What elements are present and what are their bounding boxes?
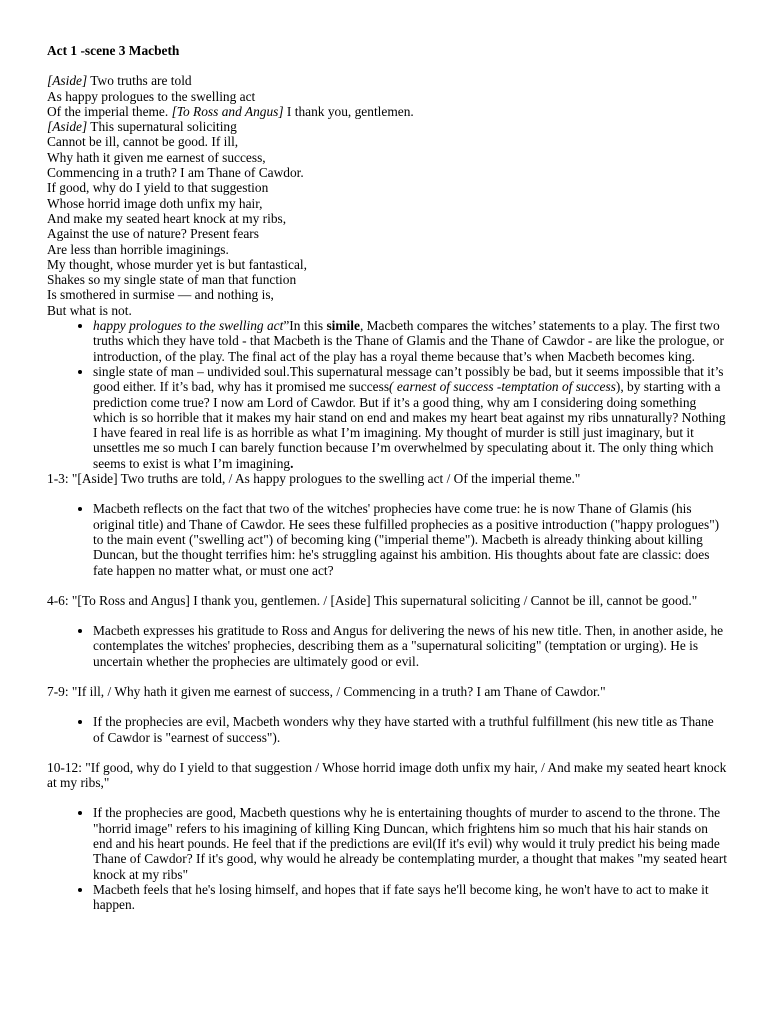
section-bullets [47, 623, 727, 669]
stage-direction: [Aside] [47, 73, 88, 89]
section-heading: 7-9: "If ill, / Why hath it given me earnest of success, / Commencing in a truth? I am Thane of Cawdor." [47, 683, 606, 699]
poem-line: But what is not. [47, 302, 132, 318]
poem-line: Whose horrid image doth unfix my hair, [47, 195, 263, 211]
list-item: • Macbeth reflects on the fact that two of the witches' prophecies have come true: he is now Thane of Glamis (his original title) and Thane of Cawdor. He sees these fulfilled prophecies as a positive introduction ("happy prologues") to the main event ("swelling act") of becoming king ("imperial theme"). Macbeth is already thinking about killing Duncan, but the thought terrifies him: he's struggling against his ambition. His thoughts about fate are classic: does fate happen no matter what, or must one act? [93, 501, 727, 577]
poem-line: Shakes so my single state of man that function [47, 272, 297, 288]
poem-line: [Aside] Two truths are told [47, 73, 192, 89]
section-bullets [47, 714, 727, 745]
poem-line: If good, why do I yield to that suggestion [47, 180, 269, 196]
document-title: Act 1 -scene 3 Macbeth [47, 43, 180, 58]
notes-list [47, 318, 727, 471]
poem-line: [Aside] This supernatural soliciting [47, 119, 237, 135]
list-item: • If the prophecies are good, Macbeth questions why he is entertaining thoughts of murder to ascend to the throne. The "horrid image" refers to his imagining of killing King Duncan, which frightens him so much that his hair stands on end and his heart pounds. He feel that if the predictions are evil(If it's evil) why would it truly predict his being made Thane of Cawdor? If it's good, why would he already be contemplating murder, a thought that makes "my seated heart knock at my ribs" [93, 805, 727, 881]
stage-direction: [Aside] [47, 119, 88, 135]
stage-direction: [To Ross and Angus] [171, 103, 284, 119]
section-bullets [47, 501, 727, 577]
list-item: • single state of man – undivided soul.This supernatural message can’t possibly be bad, but it seems impossible that it’s good either. If it’s bad, why has it promised me success( earnest of success -temptation of success), by starting with a prediction come true? I now am Lord of Cawdor. But if it’s a good thing, why am I considering doing something which is so horrible that it makes my hair stand on end and makes my heart beat against my ribs unnaturally? Nothing I have feared in real life is as horrible as what I’m imagining. My thought of murder is still just imaginary, but it unsettles me so much I can barely function because I’m overwhelmed by speculating about it. The only thing which seems to exist is what I’m imagining. [93, 364, 727, 471]
soliloquy-text [47, 73, 727, 318]
list-item: • If the prophecies are evil, Macbeth wonders why they have started with a truthful fulfillment (his new title as Thane of Cawdor is "earnest of success"). [93, 714, 727, 745]
poem-line: Commencing in a truth? I am Thane of Cawdor. [47, 165, 304, 181]
poem-line: Why hath it given me earnest of success, [47, 149, 266, 165]
list-item: • Macbeth feels that he's losing himself, and hopes that if fate says he'll become king, he won't have to act to make it happen. [93, 882, 727, 913]
poem-line: Are less than horrible imaginings. [47, 241, 229, 257]
poem-line: Is smothered in surmise — and nothing is, [47, 287, 274, 303]
poem-line: As happy prologues to the swelling act [47, 88, 256, 104]
section-heading: 4-6: "[To Ross and Angus] I thank you, gentlemen. / [Aside] This supernatural soliciting / Cannot be ill, cannot be good." [47, 592, 698, 608]
section-bullets [47, 805, 727, 912]
poem-line: Against the use of nature? Present fears [47, 226, 259, 242]
list-item: • happy prologues to the swelling act”In this simile, Macbeth compares the witches’ statements to a play. The first two truths which they have told - that Macbeth is the Thane of Glamis and the Thane of Cawdor - are like the prologue, or introduction, of the play. The final act of the play has a royal theme because that’s when Macbeth becomes king. [93, 318, 727, 364]
poem-line: And make my seated heart knock at my ribs, [47, 210, 287, 226]
poem-line: Cannot be ill, cannot be good. If ill, [47, 134, 239, 150]
poem-line: My thought, whose murder yet is but fantastical, [47, 256, 307, 272]
section-heading: 1-3: "[Aside] Two truths are told, / As happy prologues to the swelling act / Of the imperial theme." [47, 471, 581, 487]
list-item: • Macbeth expresses his gratitude to Ross and Angus for delivering the news of his new title. Then, in another aside, he contemplates the witches' prophecies, describing them as a "supernatural soliciting" (temptation or urging). He is uncertain whether the prophecies are ultimately good or evil. [93, 623, 727, 669]
document-page [47, 43, 727, 913]
section-heading: 10-12: "If good, why do I yield to that suggestion / Whose horrid image doth unfix my hair, / And make my seated heart knock at my ribs," [47, 759, 727, 791]
poem-line: Of the imperial theme. [To Ross and Angus] I thank you, gentlemen. [47, 103, 414, 119]
